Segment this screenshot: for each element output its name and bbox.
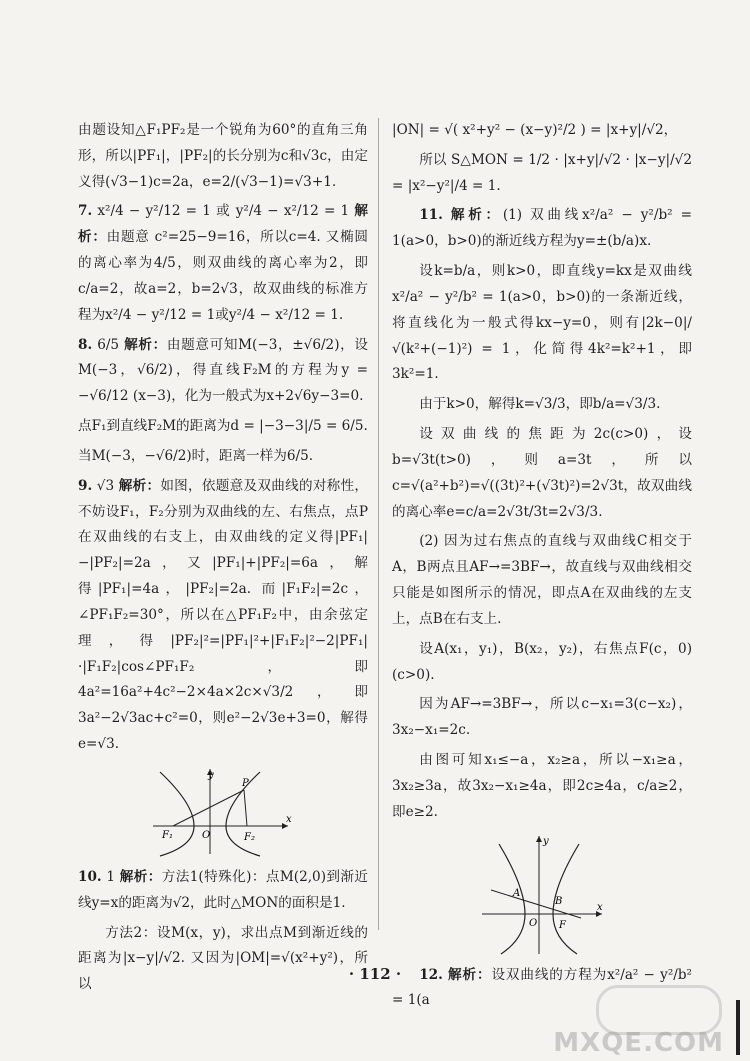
q11-para-3: 由于k>0，解得k=√3/3，即b/a=√3/3.: [419, 396, 661, 413]
q9-block: 9. √3 解析：如图，依题意及双曲线的对称性，不妨设F₁，F₂分别为双曲线的左、右焦点，点P在双曲线的右支上，由双曲线的定义得|PF₁|−|PF₂|=2a，又|PF₁|+|PF₂|=6a，解得|PF₁|=4a，|PF₂|=2a. 而|F₁F₂|=2c，∠PF₁F₂=30°，所以在△PF₁F₂中，由余弦定理，得|PF₂|²=|PF₁|²+|F₁F₂|²−2|PF₁|·|F₁F₂|cos∠PF₁F₂，即4a²=16a²+4c²−2×4a×2c×√3/2，即3a²−2√3ac+c²=0，则e²−2√3e+3=0，解得e=√3.: [78, 477, 369, 753]
q9-label: 解析: [118, 477, 147, 494]
q11-para-4: 设双曲线的焦距为2c(c>0)，设b=√3t(t>0)，则a=3t，所以c=√(a²+b²)=√((3t)²+(√3t)²)=2√3t，故双曲线的离心率e=c/a=2√3t/3t=2√3/3.: [392, 426, 692, 520]
q11-label: 解析: [450, 207, 486, 224]
q11-para-8: 由图可知x₁≤−a，x₂≥a，所以−x₁≥a，3x₂≥3a，故3x₂−x₁≥4a，即2c≥4a，c/a≥2，即e≥2.: [392, 752, 692, 820]
fig11-a-label: A: [513, 887, 521, 899]
q11-part-1: (1) 双曲线x²/a² − y²/b² = 1(a>0，b>0)的渐近线方程为y=±(b/a)x.: [392, 207, 693, 250]
q12-text: 设双曲线的方程为x²/a² − y²/b² = 1(a: [392, 966, 693, 1009]
left-column: [78, 118, 368, 1002]
q7-block: 7. x²/4 − y²/12 = 1 或 y²/4 − x²/12 = 1 解析：由题意 c²=25−9=16，所以c=4. 又椭圆的离心率为4/5，则双曲线的离心率为2，即c/a=2，故a=2，b=2√3，故双曲线的标准方程为x²/4 − y²/12 = 1或y²/4 − x²/12 = 1.: [78, 203, 369, 323]
fig11-y-label: y: [543, 835, 549, 847]
fig9-o-label: O: [202, 829, 211, 841]
q8-block: 8. 6/5 解析：由题意可知M(−3，±√6/2)，设M(−3，√6/2)，得直线F₂M的方程为y = −√6/12 (x−3)，化为一般式为x+2√6y−3=0.: [78, 336, 369, 405]
q7-label: 解析: [78, 203, 368, 246]
q8-line-1: 由题意可知M(−3，±√6/2)，设M(−3，√6/2)，得直线F₂M的方程为y = −√6/12 (x−3)，化为一般式为x+2√6y−3=0.: [78, 336, 369, 405]
q8-number: 8.: [78, 336, 93, 353]
q11-para-6: 设A(x₁，y₁)，B(x₂，y₂)，右焦点F(c，0)(c>0).: [392, 640, 692, 683]
fig9-y-label: y: [208, 769, 214, 781]
q6-conclusion: 由题设知△F₁PF₂是一个锐角为60°的直角三角形，所以|PF₁|，|PF₂|的长分别为c和√3c，由定义得(√3−1)c=2a，e=2/(√3−1)=√3+1.: [78, 122, 368, 190]
q9-text: 如图，依题意及双曲线的对称性，不妨设F₁，F₂分别为双曲线的左、右焦点，点P在双曲线的右支上，由双曲线的定义得|PF₁|−|PF₂|=2a，又|PF₁|+|PF₂|=6a，解得|PF₁|=4a，|PF₂|=2a. 而|F₁F₂|=2c，∠PF₁F₂=30°，所以在△PF₁F₂中，由余弦定理，得|PF₂|²=|PF₁|²+|F₁F₂|²−2|PF₁|·|F₁F₂|cos∠PF₁F₂，即4a²=16a²+4c²−2×4a×2c×√3/2，即3a²−2√3ac+c²=0，则e²−2√3e+3=0，解得e=√3.: [78, 477, 369, 753]
q7-answer: x²/4 − y²/12 = 1 或 y²/4 − x²/12 = 1: [97, 203, 350, 220]
q10-number: 10.: [78, 868, 102, 885]
q12-label: 解析: [448, 966, 477, 983]
q10-method-1: 方法1(特殊化)：点M(2,0)到渐近线y=x的距离为√2，此时△MON的面积是1.: [78, 868, 368, 911]
q11-para-5: (2) 因为过右焦点的直线与双曲线C相交于A，B两点且AF→=3BF→，故直线与双曲线相交只能是如图所示的情况，即点A在双曲线的左支上，点B在右支上.: [392, 533, 692, 627]
area-equation: 所以 S△MON = 1/2 · |x+y|/√2 · |x−y|/√2 = |x²−y²|/4 = 1.: [392, 151, 692, 194]
column-divider: [378, 118, 379, 930]
q10-label: 解析: [119, 868, 148, 885]
q8-label: 解析: [124, 336, 153, 353]
q10-block: 10. 1 解析：方法1(特殊化)：点M(2,0)到渐近线y=x的距离为√2，此时△MON的面积是1.: [78, 868, 368, 911]
q11-hyperbola-figure: [477, 832, 607, 957]
q11-block: 11. 解析：(1) 双曲线x²/a² − y²/b² = 1(a>0，b>0)的渐近线方程为y=±(b/a)x.: [392, 207, 693, 250]
fig11-f-label: F: [559, 919, 566, 931]
q12-block: 12. 解析：设双曲线的方程为x²/a² − y²/b² = 1(a: [392, 966, 693, 1009]
page-number: · 112 ·: [348, 965, 402, 983]
fig9-x-label: x: [286, 813, 292, 825]
q12-number: 12.: [419, 966, 443, 983]
fig9-p-label: P: [242, 777, 249, 789]
fig11-o-label: O: [529, 917, 538, 929]
watermark-text: MXQE.COM: [553, 1028, 724, 1058]
q9-answer: √3: [96, 477, 115, 494]
q9-hyperbola-figure: [148, 764, 298, 859]
q10-method-2: 方法2：设M(x，y)，求出点M到渐近线的距离为|x−y|/√2. 又因为|OM|=√(x²+y²)，所以: [78, 924, 368, 993]
q11-number: 11.: [419, 207, 443, 224]
q8-answer: 6/5: [97, 336, 120, 353]
q10-answer: 1: [106, 868, 116, 885]
q8-line-3: 当M(−3，−√6/2)时，距离一样为6/5.: [78, 447, 314, 464]
q7-text: 由题意 c²=25−9=16，所以c=4. 又椭圆的离心率为4/5，则双曲线的离心率为2，即c/a=2，故a=2，b=2√3，故双曲线的标准方程为x²/4 − y²/12 = 1或y²/4 − x²/12 = 1.: [78, 229, 369, 323]
q7-number: 7.: [78, 203, 93, 220]
q8-line-2: 点F₁到直线F₂M的距离为d = |−3−3|/5 = 6/5.: [78, 418, 368, 435]
on-equation: |ON| = √( x²+y² − (x−y)²/2 ) = |x+y|/√2，: [392, 122, 678, 138]
right-column: [392, 118, 692, 1018]
fig11-b-label: B: [555, 895, 563, 907]
q9-number: 9.: [78, 477, 93, 494]
q11-para-2: 设k=b/a，则k>0，即直线y=kx是双曲线x²/a² − y²/b² = 1(a>0，b>0)的一条渐近线，将直线化为一般式得kx−y=0，则有|2k−0|/√(k²+(−1)²) = 1，化简得4k²=k²+1，即3k²=1.: [392, 263, 692, 383]
q11-para-7: 因为AF→=3BF→，所以c−x₁=3(c−x₂)，3x₂−x₁=2c.: [392, 696, 692, 739]
fig11-x-label: x: [597, 901, 603, 913]
page-edge-mark: [736, 1000, 740, 1055]
fig9-f1-label: F₁: [162, 829, 173, 841]
fig9-f2-label: F₂: [244, 831, 255, 843]
